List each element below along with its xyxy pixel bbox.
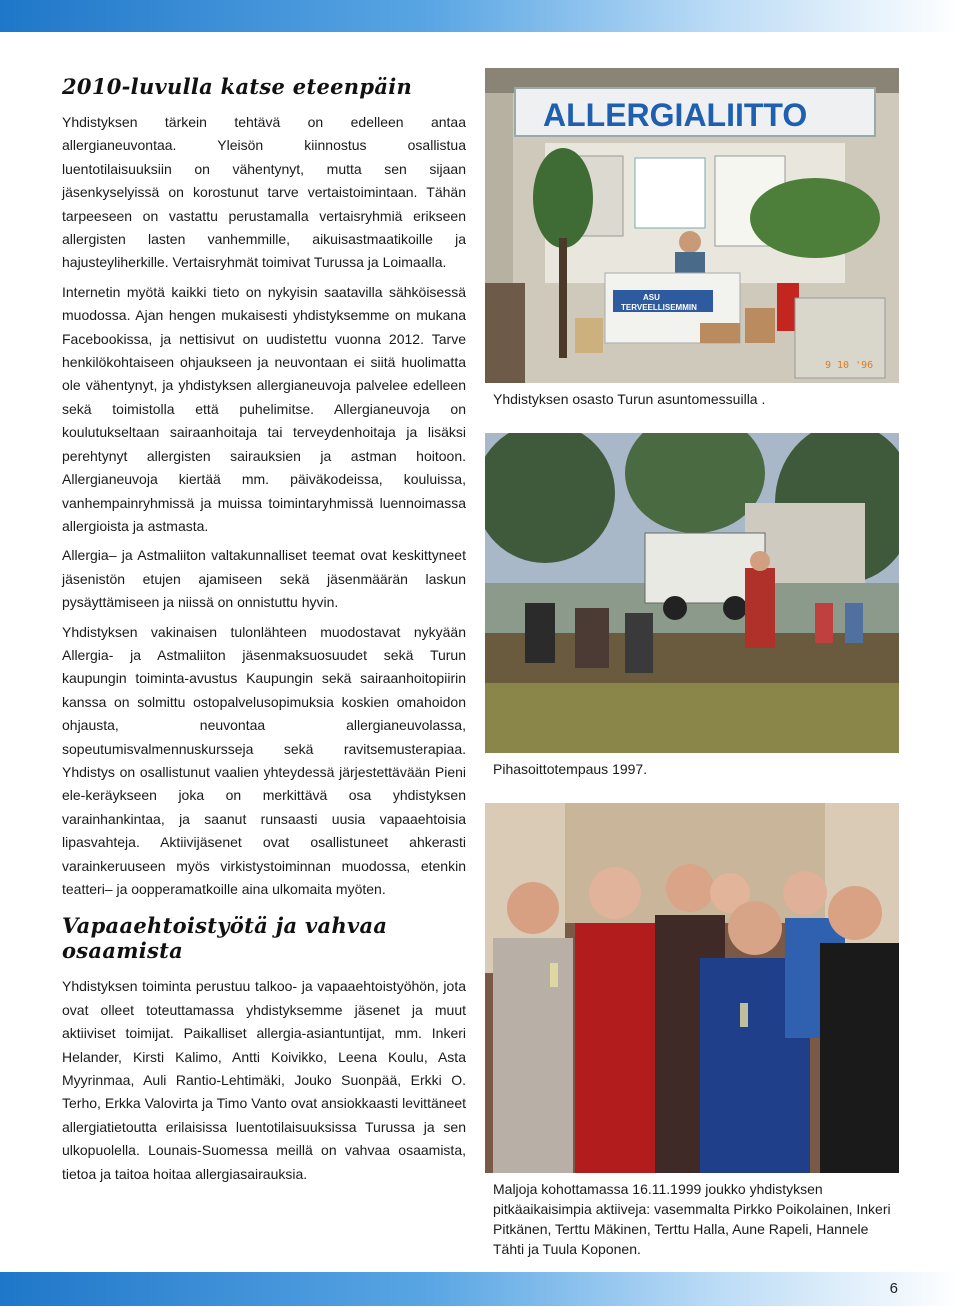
photo-date-stamp: 9 10 '96 [825,360,874,371]
outdoor-band-illustration [485,433,899,753]
section-title-2010s: 2010-luvulla katse eteenpäin [62,74,413,99]
page-number: 6 [889,1280,898,1297]
fair-booth-illustration [485,68,899,383]
paragraph: Yhdistyksen vakinaisen tulonlähteen muodostavat nykyään Allergia- ja Astmaliiton jäsenmaksuosuudet sekä Turun kaupungin toiminta-avustus Kaupungin sekä sairaanhoitopiirin kanssa on solmittu ostopalvelusopimuksia koskien omahoidon ohjausta, neuvontaa allergianeuvolassa, sopeutumisvalmennuskursseja sekä ravitsemusterapiaa. Yhdistys on osallistunut vaalien yhteydessä järjestettävään Pieni ele-keräykseen joka on merkittävä osa yhdistyksen varainhankintaa, ja saanut runsaasti uusia vapaaehtoisia lipasvahteja. Aktiivijäsenet ovat osallistuneet ahkerasti varainkeruuseen myös virkistystoiminnan muodossa, etenkin teatteri– ja oopperamatkoille aina ulkomaita myöten. [62,623,466,897]
desk-text: ASU [643,293,660,302]
left-column [62,74,466,1192]
toast-group-illustration [485,803,899,1173]
section-title-volunteer: Vapaaehtoistyötä ja vahvaa osaamista [62,913,388,964]
paragraph: Internetin myötä kaikki tieto on nykyisin saatavilla sähköisessä muodossa. Ajan hengen mukaisesti yhdistyksemme on mukana Facebookissa, ja nettisivut on uudistettu vuonna 2012. Tarve henkilökohtaiseen ohjaukseen ja neuvontaan ei siitä huolimatta ole vähentynyt, ja yhdistyksen allergianeuvoja palvelee edelleen sekä toimistolla että puhelimitse. Allergianeuvoja on koulutukseltaan sairaanhoitaja tai terveydenhoitaja ja lisäksi perehtynyt allergisten sairauksien ja astman hoitoon. Allergianeuvoja kiertää mm. päiväkodeissa, kouluissa, vanhempainryhmissä ja muissa toimintaryhmissä luennoimassa allergioista ja astmasta. [62,283,466,534]
paragraph: Allergia– ja Astmaliiton valtakunnalliset teemat ovat keskittyneet jäsenistön etujen ajamiseen sekä jäsenmäärän laskun pysäyttämiseen ja niissä on onnistuttu hyvin. [62,547,466,611]
photo-outdoor-band [485,433,899,753]
right-column [485,68,899,1259]
photo-caption: Maljoja kohottamassa 16.11.1999 joukko yhdistyksen pitkäaikaisimpia aktiiveja: vasemmalta Pirkko Poikolainen, Inkeri Pitkänen, Terttu Mäkinen, Terttu Halla, Aune Rapeli, Hannele Tähti ja Tuula Koponen. [493,1181,891,1257]
paragraph: Yhdistyksen tärkein tehtävä on edelleen antaa allergianeuvontaa. Yleisön kiinnostus osallistua luentotilaisuuksiin on vähentynyt, mutta sen sijaan jäsenkyselyissä on korostunut tarve vertaistoimintaan. Tähän tarpeeseen on vastattu perustamalla vertaisryhmiä erikseen allergisten lasten vanhemmille, aikuisastmaatikoille ja hajusteyliherkille. Vertaisryhmät toimivat Turussa ja Loimaalla. [62,114,466,271]
photo-toast-group [485,803,899,1173]
photo-caption: Yhdistyksen osasto Turun asuntomessuilla . [493,391,766,407]
photo-caption: Pihasoittotempaus 1997. [493,761,648,777]
photo-fair-booth [485,68,899,383]
banner-text: ALLERGIALIITTO [543,97,808,133]
footer-gradient-bar [0,1272,960,1306]
desk-text: TERVEELLISEMMIN [621,303,697,312]
paragraph: Yhdistyksen toiminta perustuu talkoo- ja vapaaehtoistyöhön, jota ovat olleet toteuttamassa yhdistyksemme jäsenet ja muut aktiiviset toimijat. Paikalliset allergia-asiantuntijat, mm. Inkeri Helander, Kirsti Kalimo, Antti Koivikko, Leena Koulu, Asta Myyrinmaa, Auli Rantio-Lehtimäki, Jouko Suonpää, Erkki O. Terho, Erkka Valovirta ja Timo Vanto ovat ansiokkaasti levittäneet allergiatietoutta erilaisissa luentotilaisuuksissa Turussa ja sen ulkopuolella. Lounais-Suomessa meillä on vahvaa osaamista, tietoa ja taitoa hoitaa allergiasairauksia. [62,978,466,1182]
header-gradient-bar [0,0,960,32]
